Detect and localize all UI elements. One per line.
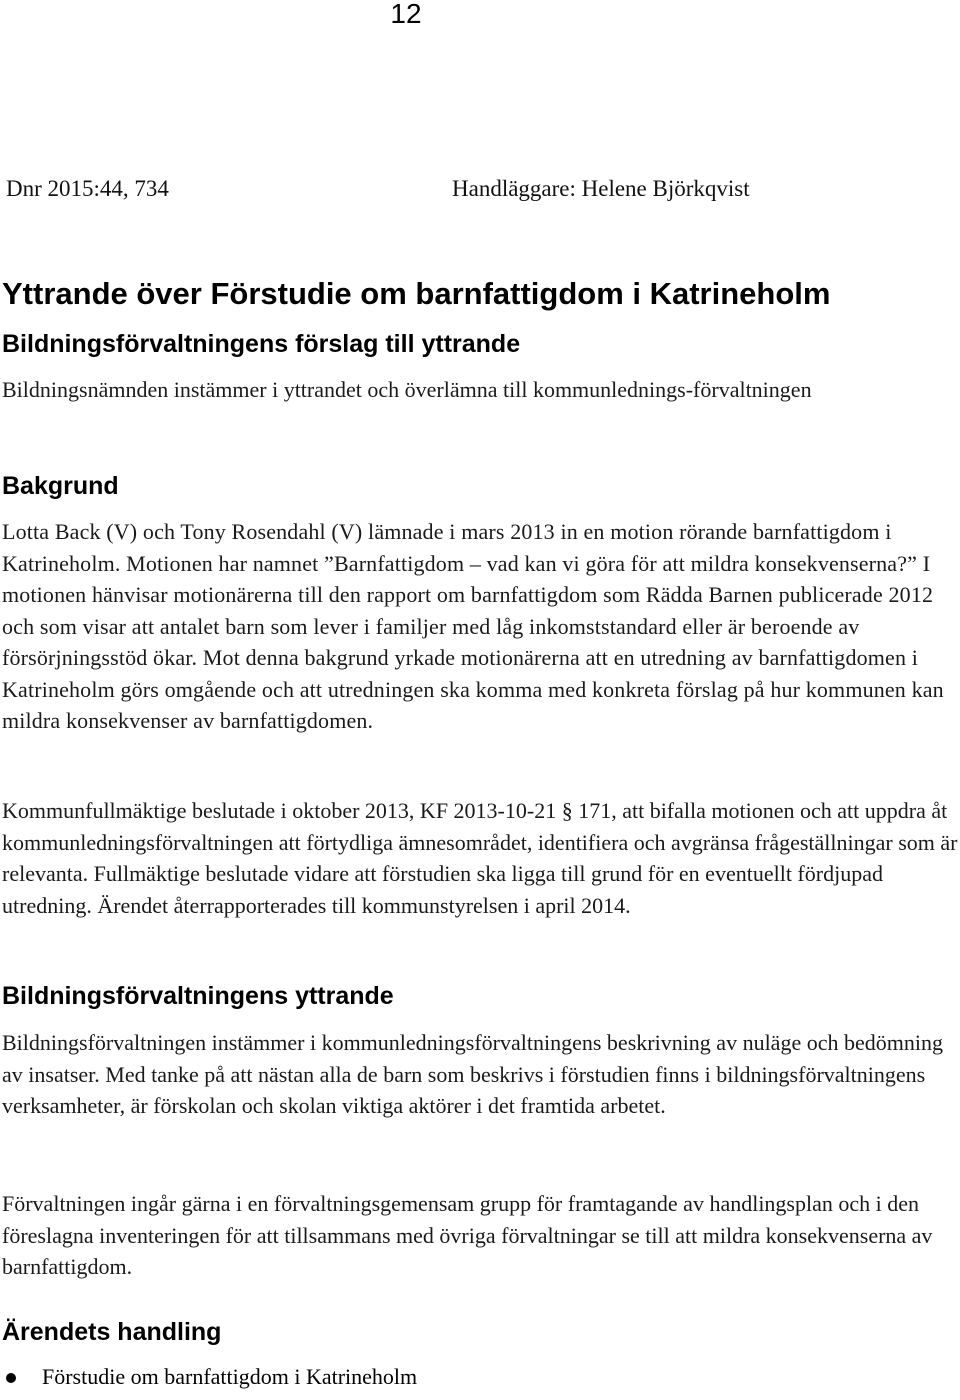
handling-list [0,1364,417,1390]
statement-heading: Bildningsförvaltningens yttrande [2,982,394,1010]
list-item [0,1364,417,1390]
list-item-text: Förstudie om barnfattigdom i Katrineholm [42,1364,418,1389]
page-number: 12 [390,0,422,29]
bullet-icon [6,1373,16,1383]
background-paragraph-1: Lotta Back (V) och Tony Rosendahl (V) lämnade i mars 2013 in en motion rörande barnfattigdom i Katrineholm. Motionen har namnet ”Barnfattigdom – vad kan vi göra för att mildra konsekvenserna?” I motionen hänvisar motionärerna till den rapport om barnfattigdom som Rädda Barnen publicerade 2012 och som visar att antalet barn som lever i familjer med låg inkomststandard eller är beroende av försörjningsstöd ökar. Mot denna bakgrund yrkade motionärerna att en utredning av barnfattigdomen i Katrineholm görs omgående och att utredningen ska komma med konkreta förslag på hur kommunen kan mildra konsekvenser av barnfattigdomen. [2,519,944,733]
handling-heading: Ärendets handling [2,1318,222,1346]
proposal-heading: Bildningsförvaltningens förslag till yttrande [2,330,521,358]
statement-paragraph-2: Förvaltningen ingår gärna i en förvaltningsgemensam grupp för framtagande av handlingsplan och i den föreslagna inventeringen för att tillsammans med övriga förvaltningar se till att mildra konsekvenserna av barnfattigdom. [2,1191,933,1279]
background-paragraph-2: Kommunfullmäktige beslutade i oktober 2013, KF 2013-10-21 § 171, att bifalla motionen och att uppdra åt kommunledningsförvaltningen att förtydliga ämnesområdet, identifiera och avgränsa frågeställningar som är relevanta. Fullmäktige beslutade vidare att förstudien ska ligga till grund för en eventuellt fördjupad utredning. Ärendet återrapporterades till kommunstyrelsen i april 2014. [2,798,958,918]
document-title: Yttrande över Förstudie om barnfattigdom i Katrineholm [2,276,831,311]
case-handler: Handläggare: Helene Björkqvist [452,176,750,201]
diary-number: Dnr 2015:44, 734 [6,176,169,201]
background-heading: Bakgrund [2,472,119,500]
statement-paragraph-1: Bildningsförvaltningen instämmer i kommunledningsförvaltningens beskrivning av nuläge och bedömning av insatser. Med tanke på att nästan alla de barn som beskrivs i förstudien finns i bildningsförvaltningens verksamheter, är förskolan och skolan viktiga aktörer i det framtida arbetet. [2,1030,943,1118]
proposal-text: Bildningsnämnden instämmer i yttrandet och överlämna till kommunlednings-förvaltningen [2,377,812,402]
